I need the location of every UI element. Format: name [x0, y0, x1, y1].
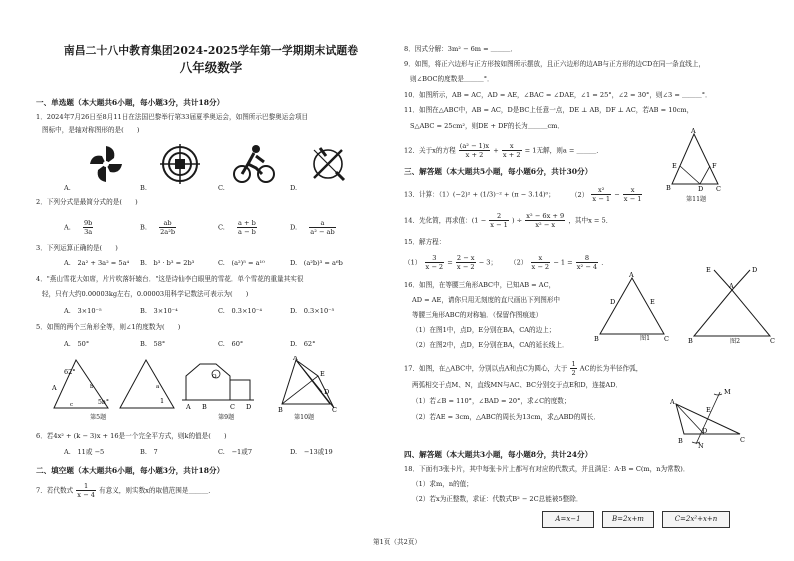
svg-text:E: E [320, 370, 325, 378]
svg-text:A: A [186, 403, 191, 410]
svg-text:D: D [246, 403, 252, 410]
svg-text:D: D [698, 185, 704, 192]
svg-text:B: B [688, 337, 693, 344]
pinwheel-icon [86, 142, 126, 186]
svg-text:B: B [678, 437, 683, 445]
q3-option-c: C. (a²)⁵ = a¹⁰ [218, 259, 265, 267]
svg-text:N: N [698, 442, 704, 448]
fig5-angle-5n: 5n° [98, 399, 110, 406]
fig2-caption: 图2 [730, 338, 741, 345]
fig11-caption: 第11题 [686, 196, 707, 203]
figure-q11-triangle [664, 128, 726, 192]
q17-text-line3: （1）若∠B = 110°，∠BAD = 20°，求∠C的度数； [412, 397, 571, 405]
figure-q10-triangles [278, 356, 346, 414]
target-icon [160, 142, 200, 186]
section-heading-4: 四、解答题（本大题共3小题，每小题8分，共计24分） [404, 450, 593, 459]
svg-text:b: b [90, 384, 94, 390]
fig10-caption: 第10题 [294, 414, 315, 421]
svg-text:A: A [629, 272, 634, 279]
q5-option-b: B. 58° [140, 340, 166, 348]
figure-q17-triangle [670, 386, 746, 448]
section-heading-1: 一、单选题（本大题共6小题，每小题3分，共计18分） [36, 98, 225, 107]
svg-text:C: C [664, 335, 669, 342]
fig9-caption: 第9题 [218, 414, 235, 421]
q16-text-line1: 16．如图，在等腰三角形ABC中，已知AB = AC， [404, 281, 556, 289]
q17-text-line2: 两弧相交于点M、N，直线MN与AC、BC分别交于点E和D，连接AD． [412, 381, 623, 389]
fig5-angle62: 62° [64, 368, 76, 376]
svg-text:E: E [650, 298, 655, 306]
section-heading-3: 三、解答题（本大题共5小题，每小题6分，共计30分） [404, 167, 593, 176]
svg-text:B: B [594, 335, 599, 342]
figure-q16-fig1 [594, 272, 674, 342]
svg-text:A: A [670, 398, 675, 406]
page-title: 南昌二十八中教育集团2024-2025学年第一学期期末试题卷 [63, 44, 359, 57]
page-subtitle: 八年级数学 [179, 60, 243, 75]
q16-text-line5: （2）在图2中，点D，E分别在BA，CA的延长线上． [412, 341, 569, 349]
q2-option-d: D. $\frac{a}{\text{a² − ab}}$ [290, 219, 335, 237]
q7-text: 7．若代数式 $\frac{1}{x - 4}$ 有意义，则实数x的取值范围是＿＿＿． [36, 482, 215, 500]
fig5-angle1: 1 [160, 397, 165, 405]
q4-text-line1: 4．"燕山雪花大如席，片片吹落轩辕台．"这是诗仙李白眼里的雪花．单个雪花的重量其实很 [36, 275, 304, 283]
svg-text:E: E [672, 162, 677, 170]
q18-text-line2: （1）求m，n的值； [412, 480, 473, 488]
q15-part1: （1） $\frac{3}{x - 2}$ = $\frac{2 - x}{x - 2}$ − 3； [404, 254, 498, 272]
card-a: A=x−1 [542, 511, 594, 528]
svg-text:C: C [770, 337, 775, 344]
svg-text:A: A [293, 356, 298, 362]
figure-q9-hexagon-square [180, 358, 256, 410]
card-c: C=2x²+x+n [662, 511, 730, 528]
q4-option-c: C. 0.3×10⁻⁴ [218, 307, 263, 315]
q1-option-b-label: B. [140, 184, 147, 192]
q5-option-c: C. 60° [218, 340, 244, 348]
svg-text:B: B [278, 406, 283, 414]
figure-q5-triangles [50, 356, 180, 412]
q18-text-line3: （2）若x为正整数，求证：代数式B² − 2C总能被5整除． [412, 495, 583, 503]
q16-text-line3: 等腰三角形ABC的对称轴．（保留作图痕迹） [412, 311, 543, 319]
q12-text: 12．关于x的方程 $\frac{\text{(a² − 1)x}}{x + 2}$ + $\frac{x}{x + 2}$ = 1无解，则a = ＿＿＿． [404, 142, 603, 160]
svg-text:O: O [212, 374, 217, 380]
svg-text:F: F [712, 162, 717, 170]
q2-option-b: B. $\frac{ab}{\text{2a²b}}$ [140, 219, 176, 237]
q3-option-d: D. (a²b)³ = a⁶b [290, 259, 343, 267]
svg-text:D: D [610, 298, 616, 306]
q9-text-line1: 9．如图，将正六边形与正方形按如图所示摆放，且正六边形的边AB与正方形的边CD在同一条直线上， [404, 60, 706, 68]
fig1-caption: 图1 [640, 335, 651, 342]
svg-text:E: E [706, 406, 711, 414]
q9-text-line2: 则∠BOC的度数是＿＿＿°． [410, 75, 494, 83]
svg-text:A: A [691, 128, 696, 135]
q6-option-d: D. −13或19 [290, 448, 333, 456]
fig5-caption: 第5题 [90, 414, 107, 421]
cyclist-icon [232, 142, 276, 186]
q5-option-d: D. 62° [290, 340, 316, 348]
q3-option-a: A. 2a² + 3a² = 5a⁴ [64, 259, 130, 267]
q6-option-a: A. 11或 −5 [64, 448, 105, 456]
svg-text:C: C [716, 185, 721, 192]
q6-option-c: C. −1或7 [218, 448, 253, 456]
q10-text: 10．如图所示，AB = AC，AD = AE，∠BAC = ∠DAE，∠1 = 25°，∠2 = 30°，则∠3 = ＿＿＿°． [404, 91, 712, 99]
q16-text-line4: （1）在图1中，点D，E分别在BA，CA的边上； [412, 326, 556, 334]
fencing-icon [306, 142, 350, 186]
section-heading-2: 二、填空题（本大题共6小题，每小题3分，共计18分） [36, 466, 225, 475]
q6-text: 6．若4x² + (k − 3)x + 16是一个完全平方式，则k的值是( ) [36, 432, 227, 440]
q11-text-line1: 11．如图在△ABC中，AB = AC，D是BC上任意一点，DE ⊥ AB，DF ⊥ AC，若AB = 10cm， [404, 106, 694, 114]
q8-text: 8．因式分解：3m² − 6m = ＿＿＿． [404, 45, 518, 53]
figure-q16-fig2 [684, 264, 780, 344]
svg-text:D: D [702, 427, 708, 435]
svg-text:D: D [752, 266, 758, 274]
q17-text-line1: 17．如图，在△ABC中，分别以点A和点C为圆心，大于 $\frac{1}{2}$ AC的长为半径作弧， [404, 360, 643, 378]
svg-text:c: c [70, 402, 74, 408]
q14-text: 14．先化简，再求值：(1 − $\frac{2}{x - 1}$ ) ÷ $\frac{\text{x² − 6x + 9}}{\text{x² − x}}$ ，其中x = 5． [404, 212, 613, 230]
fig5-label-a: A [52, 384, 57, 392]
svg-text:A: A [729, 282, 734, 290]
svg-text:B: B [666, 184, 671, 192]
q18-text-line1: 18．下面有3张卡片，其中每张卡片上都写有对应的代数式，并且满足：A·B = C(m，n为常数)． [404, 465, 690, 473]
q4-option-d: D. 0.3×10⁻⁵ [290, 307, 335, 315]
q3-text: 3．下列运算正确的是( ) [36, 244, 118, 252]
svg-text:D: D [324, 388, 330, 396]
q15-text: 15．解方程： [404, 238, 446, 246]
svg-text:a: a [156, 384, 160, 390]
q1-option-c-label: C. [218, 184, 225, 192]
q2-option-a: A. $\frac{9b}{3a}$ [64, 219, 93, 237]
svg-text:C: C [740, 436, 745, 444]
page-number: 第1页（共2页） [373, 538, 421, 546]
card-b: B=2x+m [602, 511, 654, 528]
q13-text: 13．计算：（1）(−2)² + (1/3)⁻² + (π − 3.14)⁰； （2） $\frac{\text{x²}}{x - 1}$ − $\frac{x}{x - 1}$ [404, 186, 642, 204]
q17-text-line4: （2）若AE = 3cm，△ABC的周长为13cm，求△ABD的周长． [412, 413, 601, 421]
q1-text-line2: 图标中，是轴对称图形的是( ) [42, 126, 140, 134]
q11-text-line2: S△ABC = 25cm²，则DE + DF的长为＿＿＿cm． [410, 122, 565, 130]
q15-part2: （2） $\frac{x}{x - 2}$ − 1 = $\frac{8}{\text{x² − 4}}$ ． [510, 254, 608, 272]
svg-text:E: E [706, 266, 711, 274]
svg-text:B: B [202, 403, 207, 410]
svg-text:C: C [332, 406, 337, 414]
q1-option-d-label: D. [290, 184, 298, 192]
svg-text:C: C [230, 403, 235, 410]
q16-text-line2: AD = AE，请你只用无刻度的直尺画出下列图形中 [412, 296, 561, 304]
q4-option-a: A. 3×10⁻⁵ [64, 307, 102, 315]
q4-text-line2: 轻，只有大约0.00003kg左右，0.00003用科学记数法可表示为( ) [42, 290, 249, 298]
q3-option-b: B. b³ · b³ = 2b³ [140, 259, 195, 267]
q5-option-a: A. 50° [64, 340, 90, 348]
svg-text:M: M [724, 388, 731, 396]
q4-option-b: B. 3×10⁻⁴ [140, 307, 178, 315]
q2-option-c: C. $\frac{a + b}{a - b}$ [218, 219, 256, 237]
q1-text-line1: 1．2024年7月26日至8月11日在法国巴黎举行第33届夏季奥运会，如图所示巴黎奥运会项目 [36, 113, 309, 121]
q1-option-a-label: A. [64, 184, 71, 192]
q2-text: 2．下列分式是最简分式的是( ) [36, 198, 138, 206]
q6-option-b: B. 7 [140, 448, 158, 456]
q5-text: 5．如图的两个三角形全等，则∠1的度数为( ) [36, 323, 181, 331]
